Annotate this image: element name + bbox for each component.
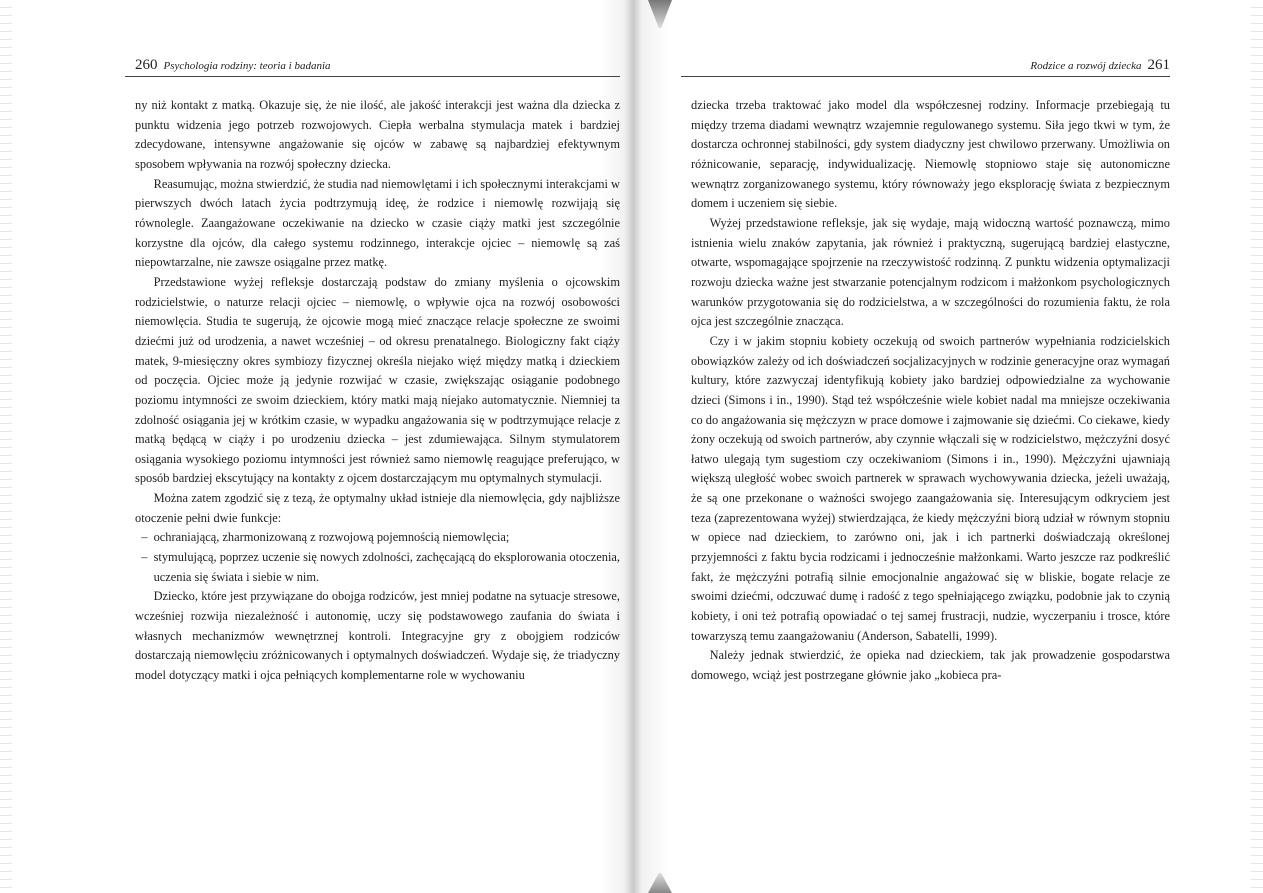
body-text <box>135 96 620 686</box>
left-page-edge <box>0 0 12 893</box>
function-list <box>135 528 620 587</box>
paragraph: Reasumując, można stwierdzić, że studia nad niemowlętami i ich społecznymi interakcjami w pierwszych dwóch latach życia podtrzymują ideę, że rodzice i niemowlę rozwijają się równolegle. Zaangażowane oczekiwanie na dziecko w czasie ciąży matki jest szczególnie korzystne dla ojców, dla całego systemu rodzinnego, interakcje ojciec – niemowlę są zaś niepowtarzalne, nie zawsze osiągalne przez matkę. <box>135 176 620 270</box>
list-item <box>135 548 620 587</box>
paragraph: dziecka trzeba traktować jako model dla współczesnej rodziny. Informacje przebiegają tu między trzema diadami wewnątrz wzajemnie regulowanego systemu. Siła jego tkwi w tym, że dostarcza ochronnej stabilności, gdy system diadyczny jest chwilowo przerwany. Umożliwia on różnicowanie, separację, indywidualizację. Niemowlę stopniowo staje się autonomiczne wewnątrz zorganizowanego systemu, który równoważy jego eksplorację świata z bezpiecznym domem i uczeniem się siebie. <box>691 98 1170 211</box>
running-title: Psychologia rodziny: teoria i badania <box>163 60 331 72</box>
paragraph: Przedstawione wyżej refleksje dostarczają podstaw do zmiany myślenia o ojcowskim rodzicielstwie, o naturze relacji ojciec – niemowlę, o wpływie ojca na rozwój osobowości niemowlęcia. Studia te sugerują, że ojcowie mogą mieć znaczące relacje społeczne ze swoimi dziećmi już od urodzenia, a nawet wcześniej – od okresu prenatalnego. Biologiczny fakt ciąży matek, 9-miesięczny okres symbiozy fizycznej określa niejako więź między matką i dzieckiem od poczęcia. Ojciec może ją jedynie rozwijać w czasie, zwiększając osiąganie podobnego poziomu intymności ze swoim dzieckiem, który matki mają niejako automatycznie. Niemniej ta zdolność osiągania jej w krótkim czasie, w wypadku angażowania się w podtrzymujące relacje z matką będącą w ciąży i po urodzeniu dziecka – jest zdumiewająca. Silnym stymulatorem osiągania wysokiego poziomu intymności jest również samo niemowlę reagujące preferująco, w sposób bardziej ekscytujący na kontakty z ojcem dostarczającym mu optymalnych stymulacji. <box>135 274 620 486</box>
paragraph: Wyżej przedstawione refleksje, jak się wydaje, mają widoczną wartość poznawczą, mimo istnienia wielu znaków zapytania, jak również i praktyczną, sugerującą bardziej elastyczne, otwarte, wspomagające spojrzenie na rzeczywistość rodzinną. Z punktu widzenia optymalizacji rozwoju dziecka ważne jest stwarzanie potencjalnym rodzicom i małżonkom psychologicznych warunków przygotowania się do rodzicielstwa, a w szczególności do rozumienia faktu, że rola ojca jest szczególnie znacząca. <box>691 215 1170 329</box>
paragraph: ny niż kontakt z matką. Okazuje się, że nie ilość, ale jakość interakcji jest ważna dla dziecka z punktu widzenia jego potrzeb rozwojowych. Ciepła werbalna stymulacja matek i bardziej zdecydowane, intensywne angażowanie się ojców w zabawę są najbardziej efektywnym sposobem wpływania na rozwój społeczny dziecka. <box>135 98 620 171</box>
list-item-text: stymulującą, poprzez uczenie się nowych zdolności, zachęcającą do eksplorowania otoczenia, uczenia się świata i siebie w nim. <box>153 550 620 584</box>
body-text <box>691 96 1170 686</box>
running-head-left <box>125 56 620 77</box>
page-number: 260 <box>135 57 158 73</box>
list-dash: – <box>141 530 148 545</box>
list-dash: – <box>141 550 148 565</box>
paragraph: Czy i w jakim stopniu kobiety oczekują od swoich partnerów wypełniania rodzicielskich obowiązków zależy od ich doświadczeń socjalizacyjnych w rodzinie generacyjne oraz wymagań kultury, które zazwyczaj identyfikują kobiety jako bardziej odpowiedzialne za wychowanie dzieci (Simons i in., 1990). Stąd też współcześnie wiele kobiet nadal ma mniejsze oczekiwania co do angażowania się mężczyzn w prace domowe i zajmowanie się dziećmi. Co ciekawe, kiedy żony oczekują od swoich partnerów, aby czynnie włączali się w rodzicielstwo, mężczyźni dosyć łatwo ulegają tym sugestiom czy oczekiwaniom (Simons i in., 1990). Mężczyźni ujawniają większą uległość wobec swoich partnerek w sprawach wychowywania dziecka, jeżeli uważają, że są one przekonane o ważności swojego zaangażowania się. Interesującym odkryciem jest teza (zaprezentowana wyżej) stwierdzająca, że kiedy mężczyźni biorą udział w równym stopniu w opiece nad dzieckiem, to zarówno oni, jak i ich partnerki doświadczają określonej przyjemności z faktu bycia rodzicami i jednocześnie małżonkami. Warto jeszcze raz podkreślić fakt, że mężczyźni potrafią silnie emocjonalnie angażować się w bliskie, bogate relacje ze swoimi dziećmi, odczuwać dumę i radość z tego spełniającego związku, podobnie jak to czynią kobiety, i oni też potrafią opowiadać o tej samej frustracji, nudzie, wyczerpaniu i trosce, które towarzyszą temu zaangażowaniu (Anderson, Sabatelli, 1999). <box>691 333 1170 643</box>
right-page <box>681 0 1170 893</box>
paragraph: Należy jednak stwierdzić, że opieka nad dzieckiem, tak jak prowadzenie gospodarstwa domowego, wciąż jest postrzegane głównie jako „kobieca pra- <box>691 648 1170 683</box>
paragraph: Dziecko, które jest przywiązane do obojga rodziców, jest mniej podatne na sytuacje stresowe, wcześniej rozwija niezależność i autonomię, uczy się podstawowego zaufania do świata i własnych mechanizmów wewnętrznej kontroli. Integracyjne gry z obojgiem rodziców dostarczają niemowlęciu zróżnicowanych i optymalnych doświadczeń. Wydaje się, że triadyczny model dotyczący matki i ojca pełniących komplementarne role w wychowaniu <box>135 589 620 683</box>
paragraph: Można zatem zgodzić się z tezą, że optymalny układ istnieje dla niemowlęcia, gdy najbliższe otoczenie pełni dwie funkcje: <box>135 491 620 525</box>
right-page-edge <box>1251 0 1263 893</box>
list-item-text: ochraniającą, zharmonizowaną z rozwojową pojemnością niemowlęcia; <box>153 530 510 545</box>
running-head-right <box>681 56 1170 77</box>
running-title: Rodzice a rozwój dziecka <box>1030 60 1142 72</box>
page-number: 261 <box>1147 57 1170 73</box>
list-item <box>135 528 620 548</box>
left-page <box>125 0 620 893</box>
